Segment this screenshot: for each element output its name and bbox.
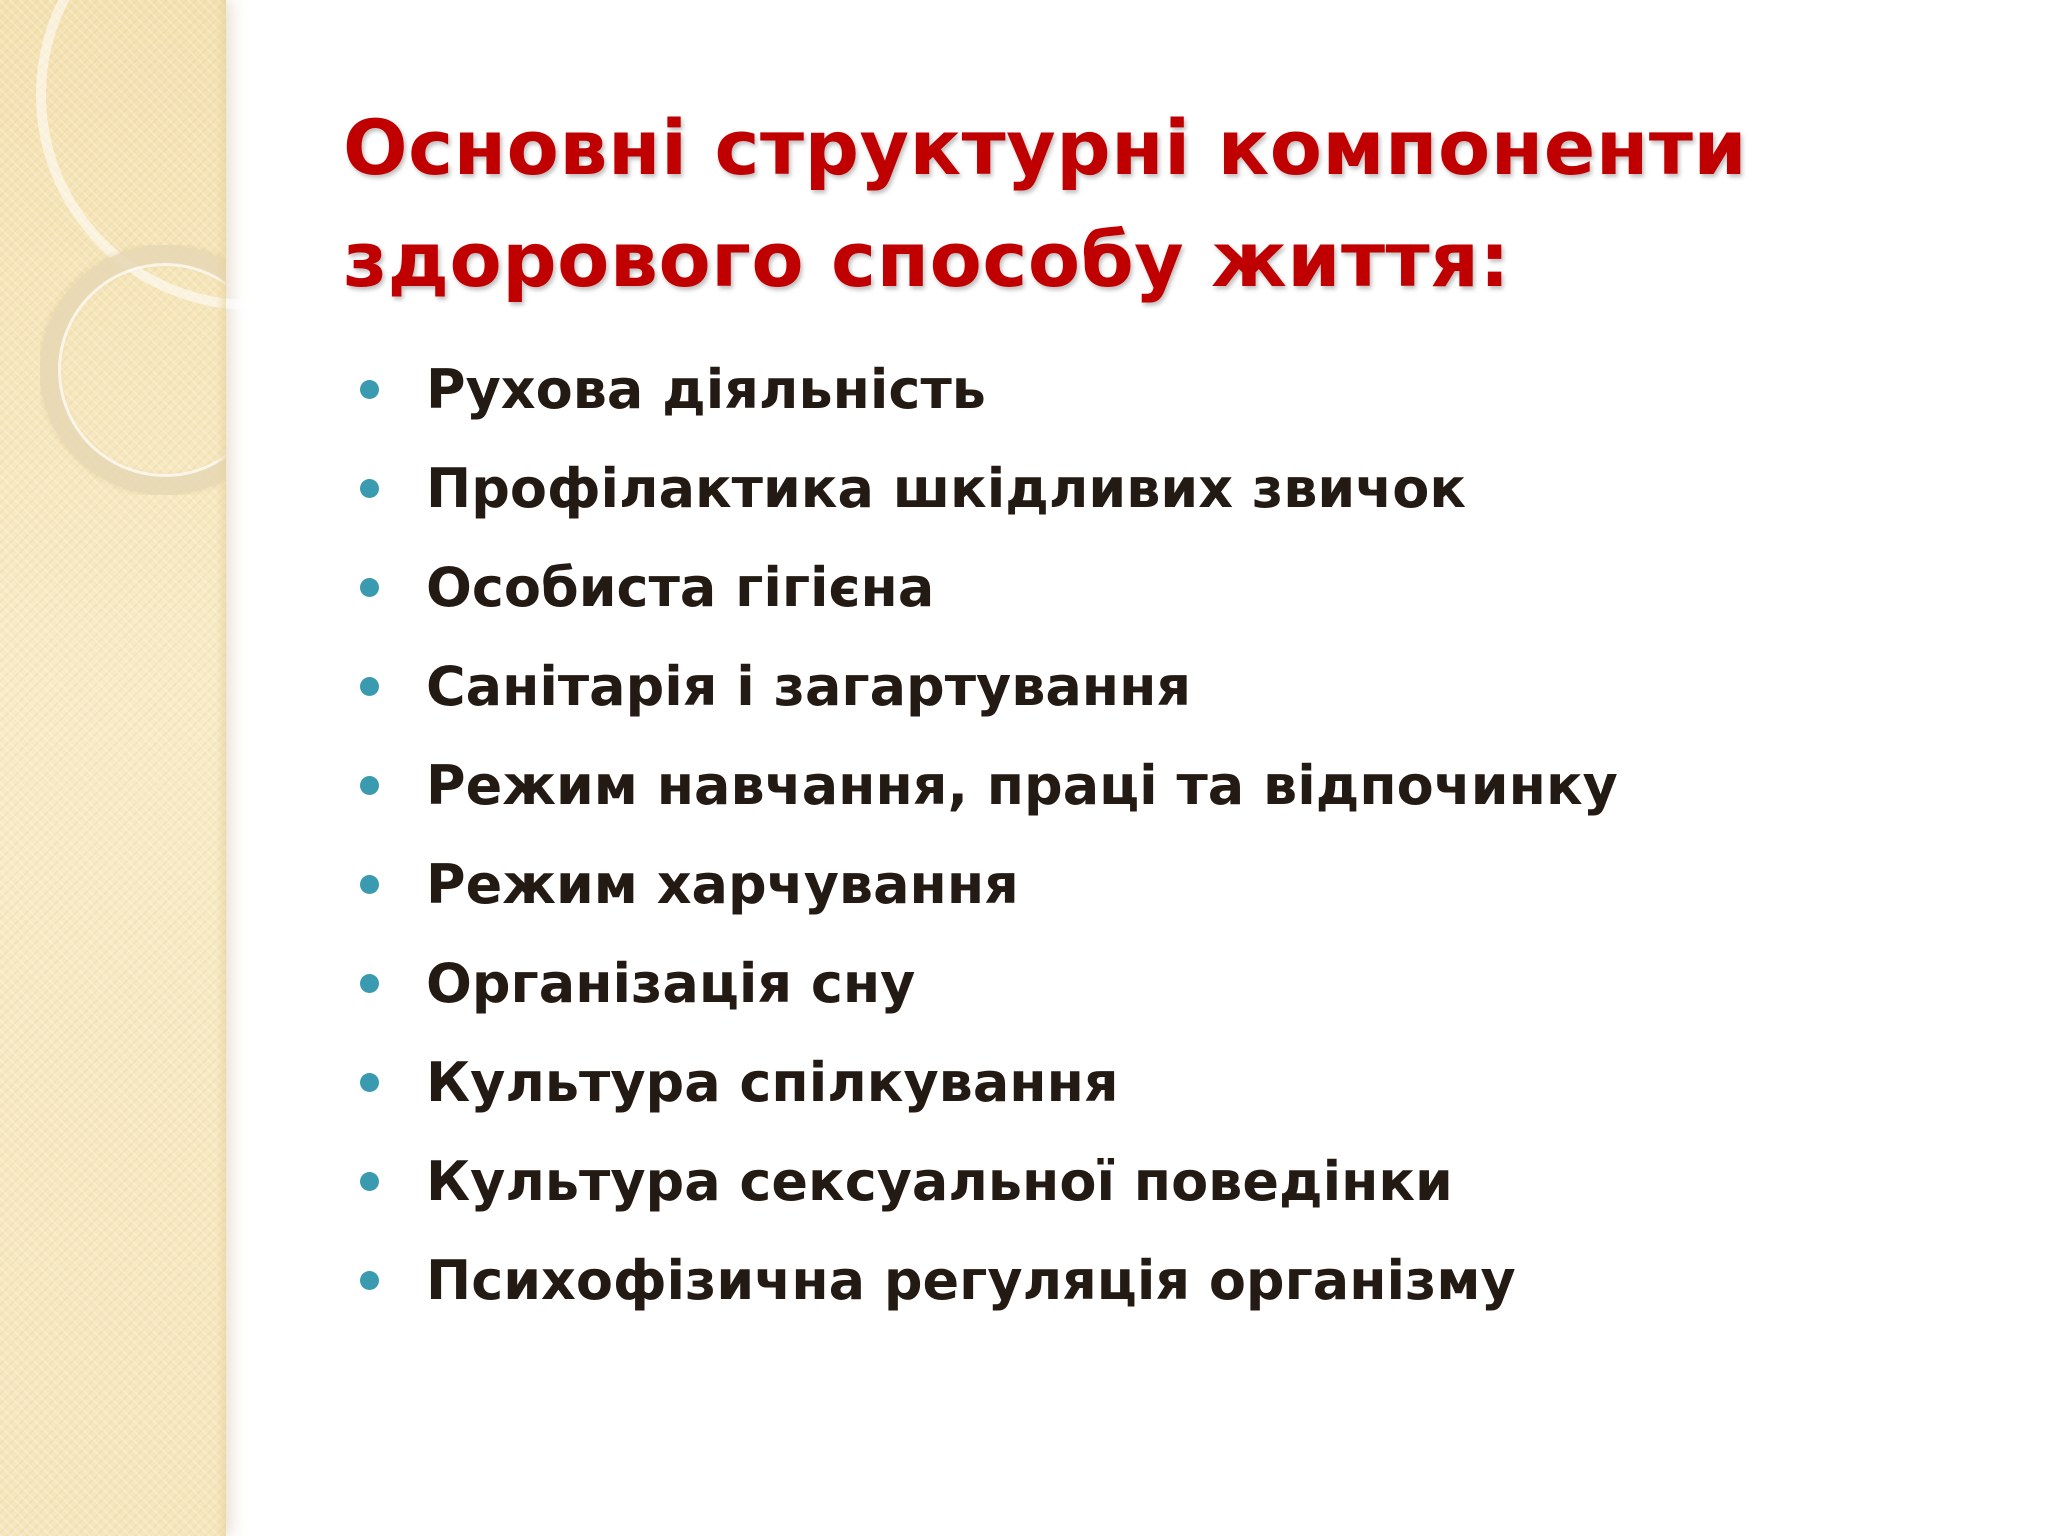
list-item <box>360 1033 1618 1132</box>
bullet-dot-icon <box>360 875 379 894</box>
list-item <box>360 340 1618 439</box>
decorative-side-panel <box>0 0 226 1536</box>
list-item <box>360 538 1618 637</box>
bullet-dot-icon <box>360 1271 379 1290</box>
slide-title <box>343 92 1943 316</box>
list-item-text: Культура сексуальної поведінки <box>426 1150 1453 1213</box>
bullet-dot-icon <box>360 1073 379 1092</box>
slide-title-line-2: здорового способу життя: <box>343 215 1511 304</box>
list-item <box>360 1231 1618 1330</box>
list-item-text: Режим навчання, праці та відпочинку <box>426 754 1618 817</box>
list-item <box>360 835 1618 934</box>
bullet-dot-icon <box>360 479 379 498</box>
list-item <box>360 1132 1618 1231</box>
list-item-text: Організація сну <box>426 952 916 1015</box>
list-item <box>360 934 1618 1033</box>
bullet-dot-icon <box>360 677 379 696</box>
bullet-dot-icon <box>360 578 379 597</box>
slide-title-line-1: Основні структурні компоненти <box>343 103 1748 192</box>
list-item <box>360 736 1618 835</box>
bullet-dot-icon <box>360 1172 379 1191</box>
bullet-dot-icon <box>360 776 379 795</box>
list-item-text: Культура спілкування <box>426 1051 1119 1114</box>
list-item-text: Профілактика шкідливих звичок <box>426 457 1467 520</box>
list-item-text: Психофізична регуляція організму <box>426 1249 1516 1312</box>
list-item <box>360 439 1618 538</box>
bullet-list <box>360 340 1618 1330</box>
list-item-text: Особиста гігієна <box>426 556 935 619</box>
bullet-dot-icon <box>360 974 379 993</box>
list-item <box>360 637 1618 736</box>
list-item-text: Режим харчування <box>426 853 1019 916</box>
bullet-dot-icon <box>360 380 379 399</box>
list-item-text: Рухова діяльність <box>426 358 986 421</box>
list-item-text: Санітарія і загартування <box>426 655 1192 718</box>
